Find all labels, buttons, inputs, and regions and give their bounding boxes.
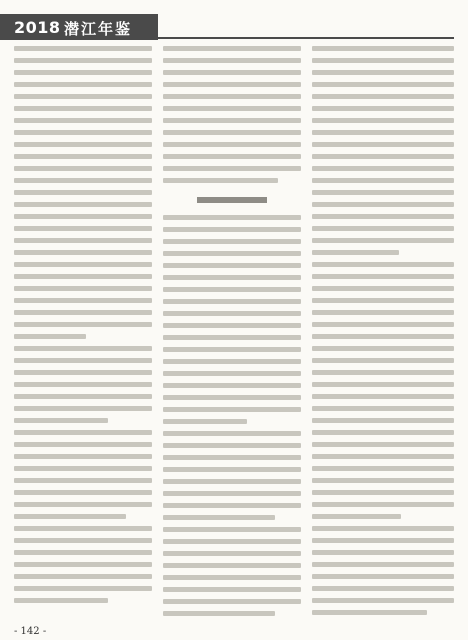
text-line (312, 454, 454, 459)
text-line (312, 226, 454, 231)
text-line (163, 395, 301, 400)
text-line (163, 263, 301, 268)
text-line (312, 190, 454, 195)
text-line (14, 298, 152, 303)
text-line (312, 478, 454, 483)
text-line (163, 551, 301, 556)
text-line (163, 154, 301, 159)
text-line (163, 46, 301, 51)
text-line (312, 274, 454, 279)
text-line (163, 611, 275, 616)
text-line (14, 562, 152, 567)
text-line (14, 274, 152, 279)
text-line (312, 202, 454, 207)
header-rule (158, 37, 454, 39)
text-line (14, 70, 152, 75)
text-line (312, 166, 454, 171)
text-line (14, 166, 152, 171)
text-line (163, 166, 301, 171)
text-line (163, 407, 301, 412)
text-line (163, 347, 301, 352)
text-line (312, 70, 454, 75)
text-line (312, 130, 454, 135)
text-line (14, 118, 152, 123)
text-line (14, 526, 152, 531)
text-line (163, 70, 301, 75)
text-line (163, 215, 301, 220)
text-line (163, 106, 301, 111)
text-line (163, 239, 301, 244)
text-column-right (312, 46, 454, 620)
text-line (163, 575, 301, 580)
text-line (312, 334, 454, 339)
text-line (312, 562, 454, 567)
text-line (312, 370, 454, 375)
text-line (163, 323, 301, 328)
text-line (163, 383, 301, 388)
text-line (312, 58, 454, 63)
text-line (14, 178, 152, 183)
text-line (14, 154, 152, 159)
text-line (14, 454, 152, 459)
header-title-block (0, 14, 158, 40)
text-line (163, 491, 301, 496)
text-column-middle (163, 46, 301, 620)
text-line (14, 142, 152, 147)
yearbook-year: 2018 (14, 18, 61, 37)
text-line (14, 574, 152, 579)
text-line (312, 286, 454, 291)
text-line (312, 466, 454, 471)
text-line (163, 287, 301, 292)
text-line (312, 502, 454, 507)
text-line (163, 275, 301, 280)
text-line (163, 251, 301, 256)
page-number: - 142 - (14, 626, 47, 637)
text-line (163, 311, 301, 316)
text-line (14, 430, 152, 435)
text-line (14, 406, 152, 411)
text-line (312, 490, 454, 495)
text-line (312, 178, 454, 183)
text-line (14, 262, 152, 267)
text-line (312, 430, 454, 435)
text-line (312, 154, 454, 159)
text-line (312, 322, 454, 327)
text-line (163, 58, 301, 63)
text-line (14, 106, 152, 111)
text-line (14, 358, 152, 363)
text-line (312, 46, 454, 51)
section-heading (163, 195, 301, 207)
text-line (312, 250, 399, 255)
text-line (163, 118, 301, 123)
text-line (312, 598, 454, 603)
text-line (312, 262, 454, 267)
text-line (312, 394, 454, 399)
text-line (14, 538, 152, 543)
text-line (163, 503, 301, 508)
text-line (312, 358, 454, 363)
text-line (312, 442, 454, 447)
text-line (14, 202, 152, 207)
text-line (163, 515, 275, 520)
text-line (312, 406, 454, 411)
text-line (163, 130, 301, 135)
text-line (14, 82, 152, 87)
text-line (163, 82, 301, 87)
text-line (163, 539, 301, 544)
text-line (312, 142, 454, 147)
text-line (312, 574, 454, 579)
text-line (14, 502, 152, 507)
text-line (14, 598, 108, 603)
text-line (14, 226, 152, 231)
text-line (14, 382, 152, 387)
text-line (163, 563, 301, 568)
text-line (312, 310, 454, 315)
text-line (14, 310, 152, 315)
text-line (312, 82, 454, 87)
text-line (312, 538, 454, 543)
text-line (14, 250, 152, 255)
text-line (14, 394, 152, 399)
text-line (163, 178, 278, 183)
page-header (0, 14, 468, 40)
text-line (163, 371, 301, 376)
text-line (14, 58, 152, 63)
text-line (312, 586, 454, 591)
text-line (163, 335, 301, 340)
text-line (312, 382, 454, 387)
text-line (14, 490, 152, 495)
text-line (163, 431, 301, 436)
text-line (163, 527, 301, 532)
text-line (163, 587, 301, 592)
text-line (312, 94, 454, 99)
text-line (14, 550, 152, 555)
text-line (163, 227, 301, 232)
text-column-left (14, 46, 152, 620)
text-line (312, 550, 454, 555)
text-line (14, 586, 152, 591)
text-line (163, 419, 247, 424)
text-line (163, 455, 301, 460)
text-line (14, 190, 152, 195)
text-line (312, 610, 427, 615)
text-line (312, 118, 454, 123)
text-line (14, 442, 152, 447)
text-line (14, 370, 152, 375)
text-line (163, 299, 301, 304)
text-line (14, 346, 152, 351)
text-line (14, 46, 152, 51)
text-line (312, 418, 454, 423)
text-line (312, 526, 454, 531)
text-line (14, 286, 152, 291)
text-line (14, 94, 152, 99)
text-line (163, 359, 301, 364)
text-line (14, 238, 152, 243)
text-line (312, 514, 401, 519)
text-line (163, 94, 301, 99)
text-line (14, 418, 108, 423)
text-line (14, 466, 152, 471)
yearbook-title: 潜江年鉴 (64, 20, 133, 38)
text-line (312, 238, 454, 243)
text-line (163, 443, 301, 448)
text-line (14, 334, 86, 339)
text-line (14, 322, 152, 327)
text-line (14, 514, 126, 519)
text-line (14, 214, 152, 219)
text-line (163, 467, 301, 472)
text-line (312, 346, 454, 351)
text-line (163, 479, 301, 484)
text-line (312, 214, 454, 219)
text-line (14, 478, 152, 483)
text-line (163, 142, 301, 147)
text-line (14, 130, 152, 135)
text-line (312, 298, 454, 303)
text-line (163, 599, 301, 604)
text-line (312, 106, 454, 111)
